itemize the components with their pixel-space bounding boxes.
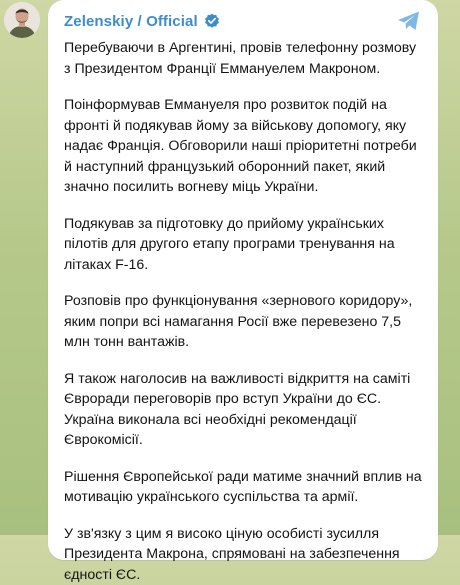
message-bubble	[48, 0, 438, 560]
message-header	[64, 10, 422, 32]
message-paragraph: Перебуваючи в Аргентині, провів телефонну розмову з Президентом Франції Еммануелем Макроном.	[64, 38, 422, 79]
message-paragraph: Подякував за підготовку до прийому українських пілотів для другого етапу програми тренування на літаках F-16.	[64, 214, 422, 276]
message-text	[64, 38, 422, 585]
telegram-send-icon[interactable]	[394, 6, 424, 36]
message-paragraph: У зв'язку з цим я високо ціную особисті зусилля Президента Макрона, спрямовані на забезпечення єдності ЄС.	[64, 524, 422, 585]
message-paragraph: Розповів про функціонування «зернового коридору», яким попри всі намагання Росії вже перевезено 7,5 млн тонн вантажів.	[64, 291, 422, 353]
verified-badge-icon	[204, 13, 220, 29]
message-paragraph: Я також наголосив на важливості відкриття на саміті Євроради переговорів про вступ України до ЄС. Україна виконала всі необхідні рекомендації Єврокомісії.	[64, 369, 422, 451]
channel-avatar[interactable]	[4, 2, 40, 38]
channel-name[interactable]: Zelenskiy / Official	[64, 13, 198, 30]
message-paragraph: Рішення Європейської ради матиме значний вплив на мотивацію українського суспільства та армії.	[64, 467, 422, 508]
message-paragraph: Поінформував Еммануеля про розвиток подій на фронті й подякував йому за військову допомогу, яку надає Франція. Обговорили наші пріоритетні потреби й наступний французький оборонний пакет, який значно посилить вогневу міць України.	[64, 95, 422, 198]
